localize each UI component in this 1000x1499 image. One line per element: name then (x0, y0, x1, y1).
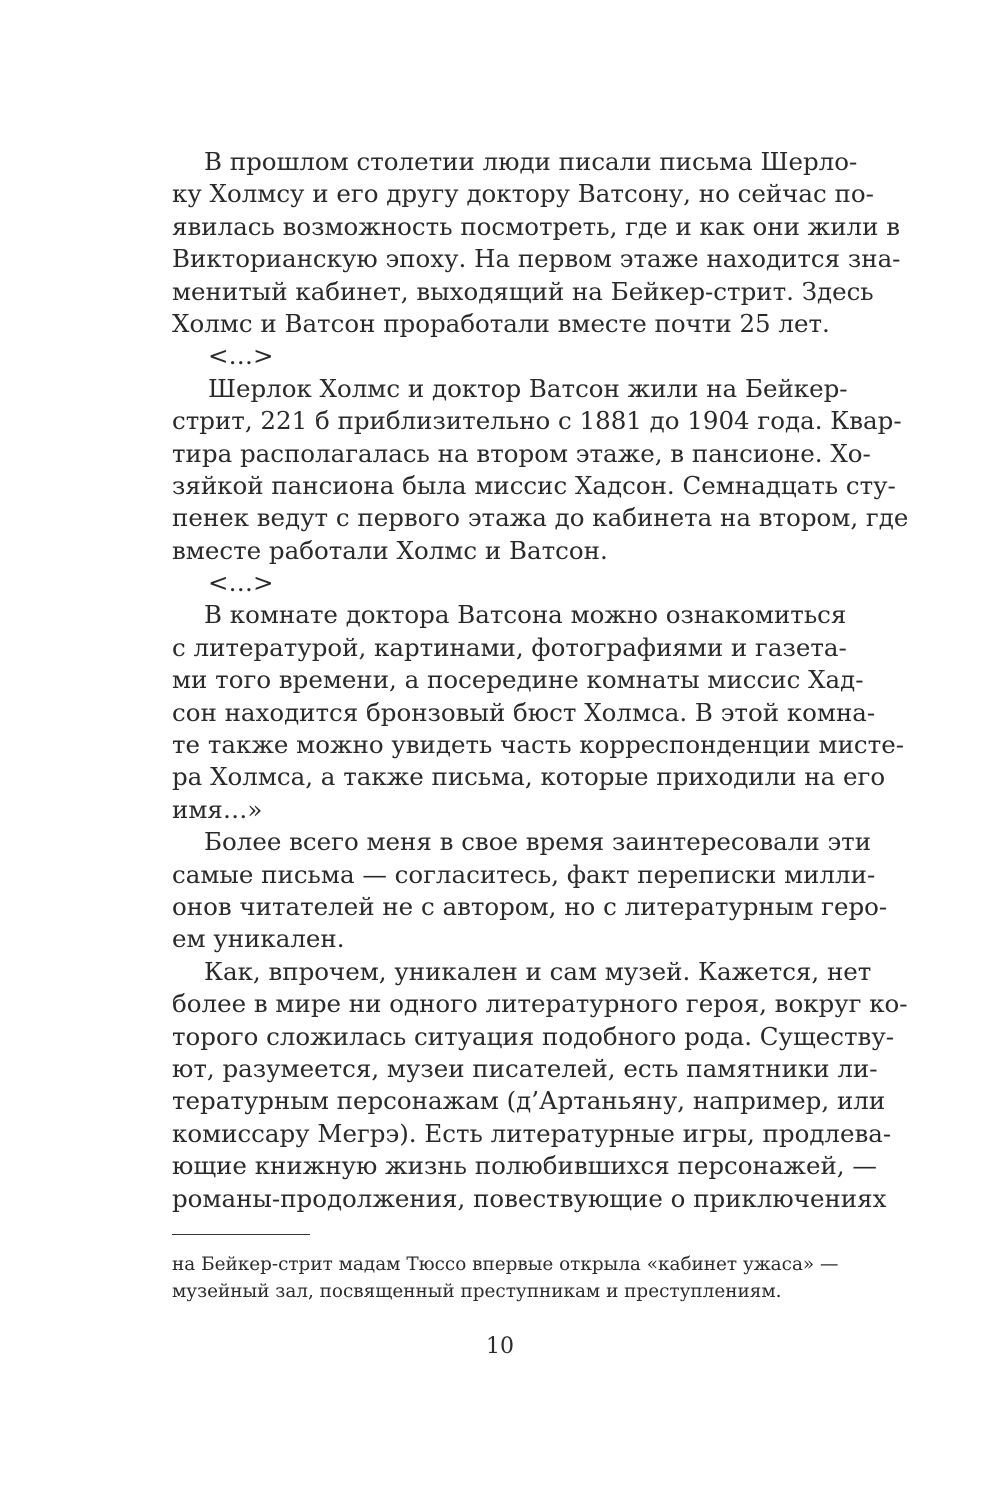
text-line: самые письма — согласитесь, факт переписки милли- (172, 859, 876, 889)
footnote-line: на Бейкер-стрит мадам Тюссо впервые открыла «кабинет ужаса» — (172, 1254, 839, 1275)
text-line: вместе работали Холмс и Ватсон. (172, 535, 608, 565)
footnote-divider (172, 1234, 310, 1235)
text-line: В прошлом столетии люди писали письма Шерло- (204, 147, 858, 176)
text-line: менитый кабинет, выходящий на Бейкер-стрит. Здесь (172, 276, 874, 306)
text-line: Холмс и Ватсон проработали вместе почти 25 лет. (172, 308, 830, 338)
text-line: более в мире ни одного литературного героя, вокруг ко- (172, 989, 908, 1019)
main-text (172, 146, 909, 1215)
text-line: торого сложилась ситуация подобного рода. Существу- (172, 1021, 895, 1051)
text-line: Викторианскую эпоху. На первом этаже находится зна- (172, 244, 901, 274)
text-line: комиссару Мегрэ). Есть литературные игры, продлева- (172, 1118, 892, 1148)
text-line: ку Холмсу и его другу доктору Ватсону, но сейчас по- (172, 179, 874, 209)
text-line: Шерлок Холмс и доктор Ватсон жили на Бейкер- (208, 373, 848, 403)
text-line: имя…» (172, 794, 263, 824)
text-line: онов читателей не с автором, но с литературным геро- (172, 891, 888, 921)
text-line: те также можно увидеть часть корреспонденции мисте- (172, 730, 904, 760)
omission-mark: <…> (208, 568, 274, 598)
text-line: пенек ведут с первого этажа до кабинета на втором, где (172, 503, 909, 533)
text-line: зяйкой пансиона была миссис Хадсон. Семнадцать сту- (172, 470, 896, 500)
text-line: В комнате доктора Ватсона можно ознакомиться (204, 600, 847, 630)
omission-mark: <…> (208, 341, 274, 371)
text-line: Как, впрочем, уникален и сам музей. Кажется, нет (204, 956, 872, 986)
text-line: тературным персонажам (д’Артаньяну, например, или (172, 1086, 886, 1116)
text-line: тира располагалась на втором этаже, в пансионе. Хо- (172, 438, 871, 468)
text-line: ра Холмса, а также письма, которые приходили на его (172, 762, 886, 792)
page-number: 10 (486, 1334, 514, 1359)
text-line: Более всего меня в свое время заинтересовали эти (204, 827, 872, 857)
text-line: с литературой, картинами, фотографиями и газета- (172, 632, 847, 662)
text-line: явилась возможность посмотреть, где и как они жили в (172, 211, 901, 241)
text-line: романы-продолжения, повествующие о приключениях (172, 1183, 887, 1213)
text-line: ющие книжную жизнь полюбившихся персонажей, — (172, 1151, 877, 1181)
footnote (172, 1251, 839, 1305)
text-line: ми того времени, а посередине комнаты миссис Хад- (172, 665, 864, 695)
text-line: ем уникален. (172, 924, 345, 954)
footnote-line: музейный зал, посвященный преступникам и преступлениям. (172, 1281, 782, 1302)
text-line: стрит, 221 б приблизительно с 1881 до 1904 года. Квар- (172, 406, 902, 436)
text-line: сон находится бронзовый бюст Холмса. В этой комна- (172, 697, 876, 727)
text-line: ют, разумеется, музеи писателей, есть памятники ли- (172, 1053, 878, 1083)
